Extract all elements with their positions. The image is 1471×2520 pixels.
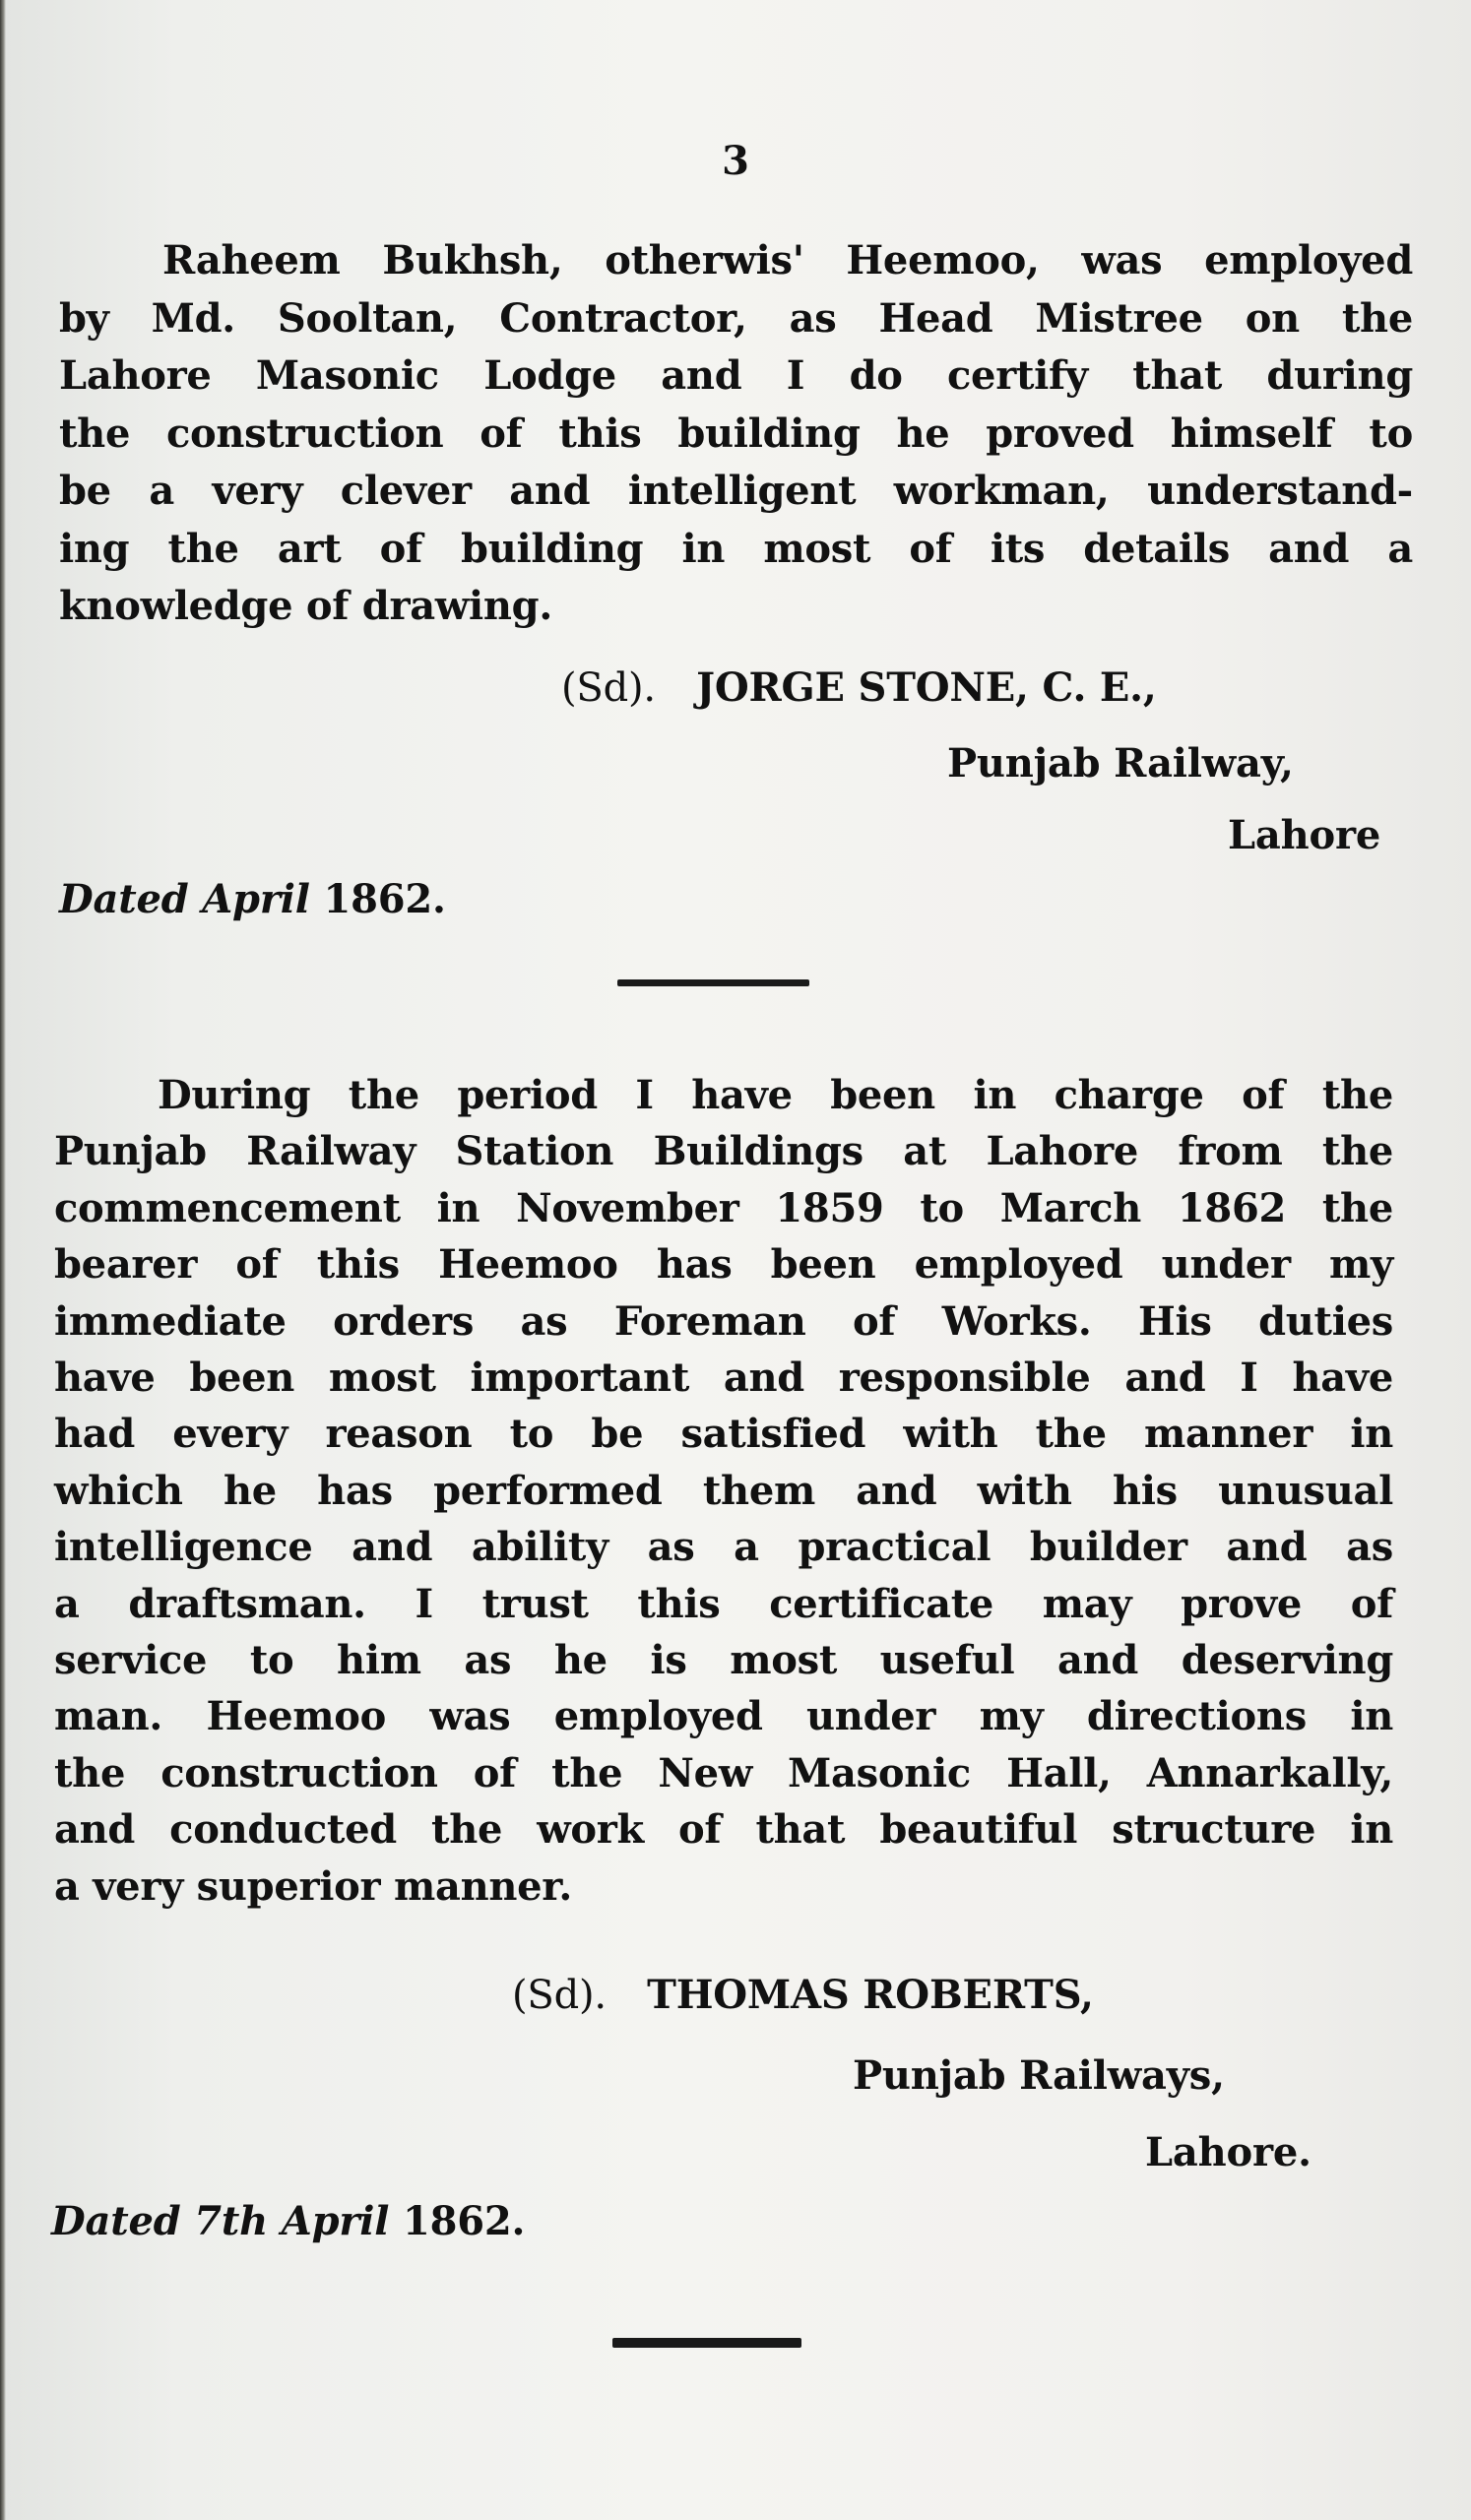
text-line: and conducted the work of that beautiful structure in <box>54 1806 1393 1854</box>
text-line: Punjab Railway Station Buildings at Lahore from the <box>54 1128 1393 1175</box>
date-label: Dated 7th April <box>51 2198 390 2244</box>
certificate-1-city: Lahore <box>1228 812 1381 858</box>
scan-page-edge <box>0 0 6 2520</box>
text-line: bearer of this Heemoo has been employed under my <box>54 1241 1393 1289</box>
certificate-2-body <box>54 1067 1393 1915</box>
text-line: commencement in November 1859 to March 1862 the <box>54 1184 1393 1231</box>
text-line: During the period I have been in charge of the <box>158 1072 1393 1118</box>
text-line: man. Heemoo was employed under my directions in <box>54 1693 1393 1740</box>
text-line: be a very clever and intelligent workman, understand- <box>59 468 1413 514</box>
text-line: ing the art of building in most of its details and a <box>59 525 1413 572</box>
text-line: by Md. Sooltan, Contractor, as Head Mistree on the <box>59 294 1413 342</box>
certificate-2-city: Lahore. <box>1145 2129 1311 2175</box>
text-line: the construction of this building he proved himself to <box>59 410 1413 457</box>
date-year: 1862. <box>402 2198 526 2244</box>
signatory-name: JORGE STONE, C. E., <box>696 664 1157 711</box>
end-divider <box>612 2338 801 2348</box>
date-year: 1862. <box>323 876 446 922</box>
text-line: service to him as he is most useful and deserving <box>54 1637 1393 1684</box>
certificate-2-organization: Punjab Railways, <box>853 2052 1225 2099</box>
certificate-2-date <box>51 2198 525 2244</box>
text-line: had every reason to be satisfied with the manner in <box>54 1411 1393 1458</box>
page-number: 3 <box>722 138 749 184</box>
section-divider <box>617 979 809 986</box>
certificate-2-signatory <box>512 1972 1094 2018</box>
certificate-1-signatory <box>561 664 1157 711</box>
date-label: Dated April <box>59 876 310 922</box>
text-line: a very superior manner. <box>54 1862 573 1910</box>
text-line: intelligence and ability as a practical builder and as <box>54 1524 1393 1571</box>
text-line: Lahore Masonic Lodge and I do certify that during <box>59 352 1413 399</box>
text-line: have been most important and responsible and I have <box>54 1354 1393 1402</box>
signatory-name: THOMAS ROBERTS, <box>647 1972 1094 2018</box>
text-line: Raheem Bukhsh, otherwis' Heemoo, was employed <box>162 237 1413 284</box>
certificate-1-date <box>59 876 446 922</box>
signed-prefix: (Sd). <box>512 1973 607 2018</box>
text-line: knowledge of drawing. <box>59 583 552 629</box>
text-line: which he has performed them and with his unusual <box>54 1467 1393 1514</box>
text-line: the construction of the New Masonic Hall, Annarkally, <box>54 1749 1393 1796</box>
text-line: immediate orders as Foreman of Works. His duties <box>54 1297 1393 1345</box>
certificate-1-body <box>59 232 1413 636</box>
certificate-1-organization: Punjab Railway, <box>947 740 1294 787</box>
signed-prefix: (Sd). <box>561 665 656 711</box>
text-line: a draftsman. I trust this certificate may prove of <box>54 1580 1393 1627</box>
